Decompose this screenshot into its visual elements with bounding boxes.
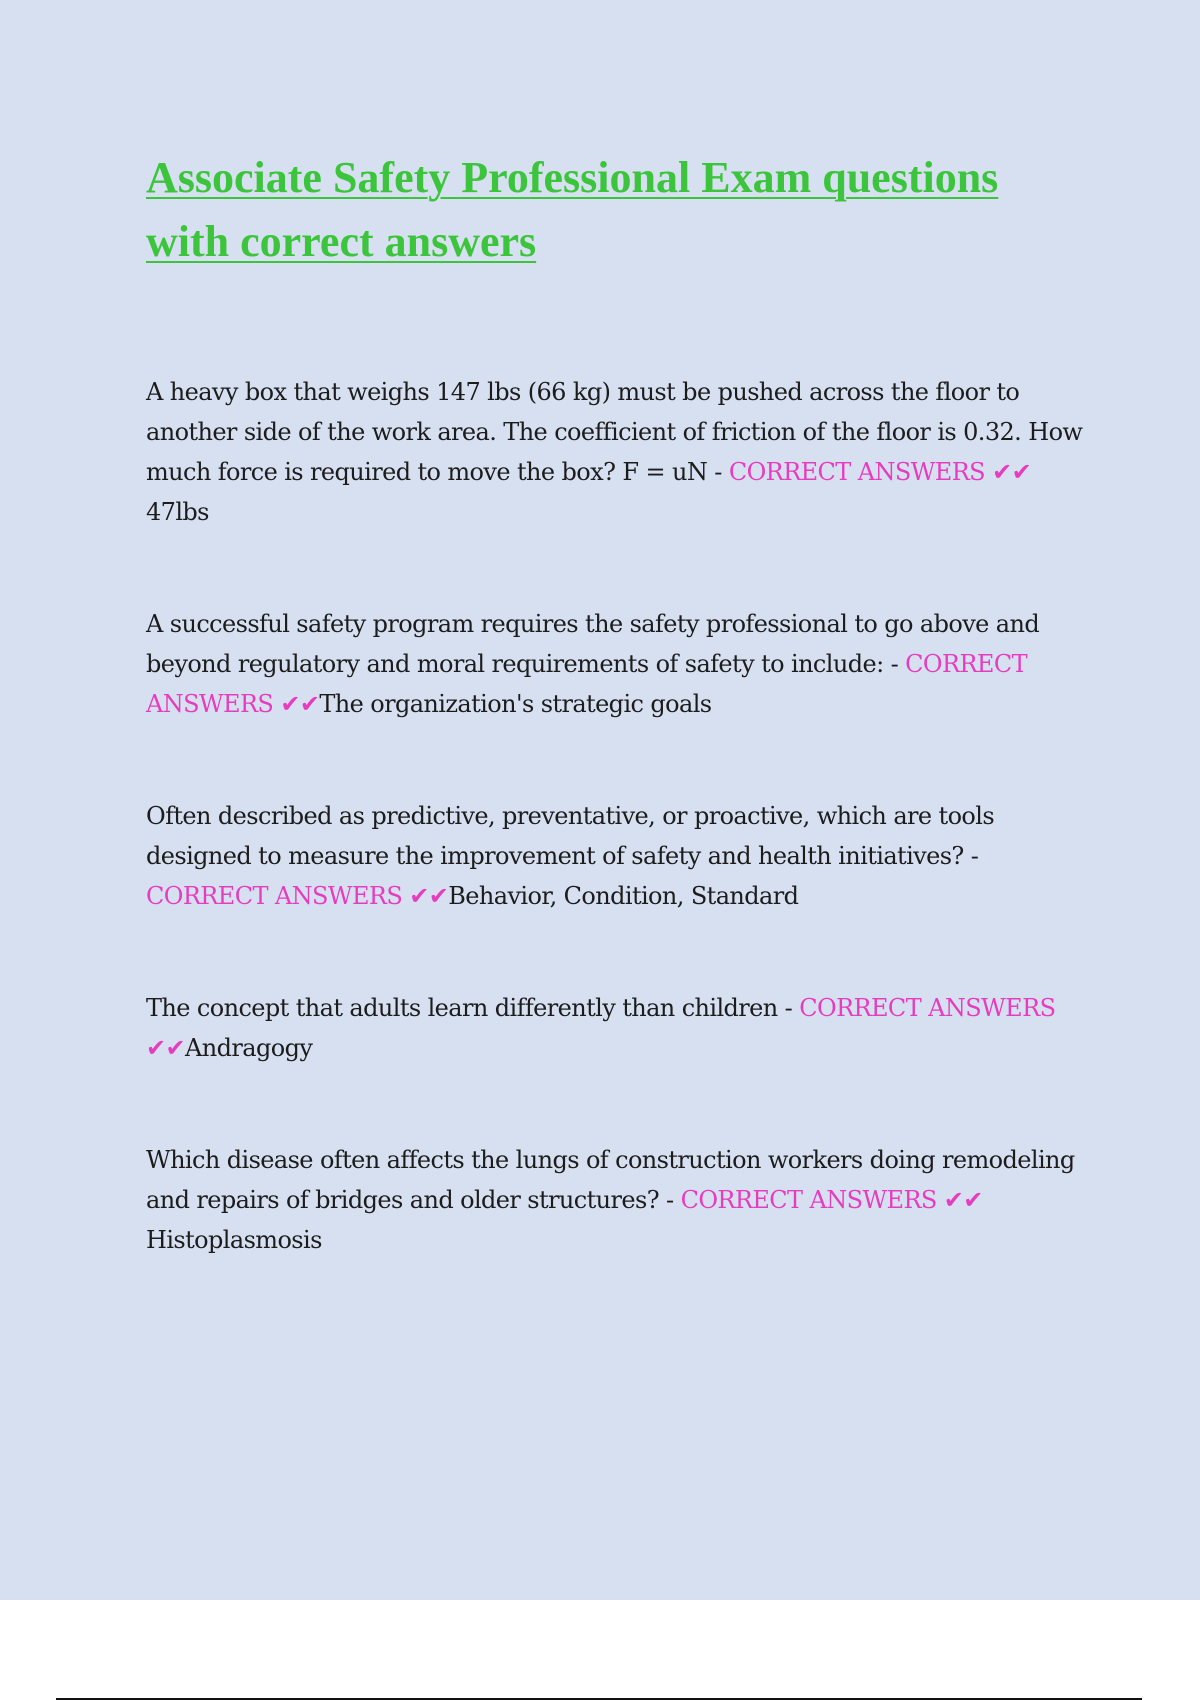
- double-check-icon: ✔✔: [280, 690, 320, 718]
- question-text: The concept that adults learn differently than children: [146, 994, 778, 1022]
- question-item: Often described as predictive, preventative, or proactive, which are tools designed to measure the improvement of safety and health initiatives? - CORRECT ANSWERS ✔✔Behavior, Condition, Standard: [146, 796, 1086, 916]
- answer-text: The organization's strategic goals: [319, 690, 712, 718]
- document-body: [146, 146, 1086, 1332]
- correct-answers-label: CORRECT ANSWERS: [146, 882, 403, 910]
- double-check-icon: ✔✔: [943, 1186, 983, 1214]
- page-title: Associate Safety Professional Exam questions with correct answers: [146, 153, 999, 266]
- question-item: A heavy box that weighs 147 lbs (66 kg) must be pushed across the floor to another side of the work area. The coefficient of friction of the floor is 0.32. How much force is required to move the box? F = uN - CORRECT ANSWERS ✔✔47lbs: [146, 378, 1083, 526]
- question-text: Often described as predictive, preventative, or proactive, which are tools designed to measure the improvement of safety and health initiatives?: [146, 802, 995, 870]
- question-list: [146, 372, 1086, 1260]
- answer-text: 47lbs: [146, 498, 209, 526]
- correct-answers-label: CORRECT ANSWERS: [799, 994, 1056, 1022]
- question-item: Which disease often affects the lungs of construction workers doing remodeling and repairs of bridges and older structures? - CORRECT ANSWERS ✔✔Histoplasmosis: [146, 1146, 1075, 1254]
- question-text: Which disease often affects the lungs of construction workers doing remodeling and repairs of bridges and older structures?: [146, 1146, 1075, 1214]
- double-check-icon: ✔✔: [992, 458, 1032, 486]
- correct-answers-label: CORRECT ANSWERS: [680, 1186, 937, 1214]
- question-text: A successful safety program requires the safety professional to go above and beyond regulatory and moral requirements of safety to include:: [146, 610, 1040, 678]
- double-check-icon: ✔✔: [146, 1034, 186, 1062]
- question-item: The concept that adults learn differently than children - CORRECT ANSWERS ✔✔Andragogy: [146, 988, 1086, 1068]
- question-text: A heavy box that weighs 147 lbs (66 kg) must be pushed across the floor to another side of the work area. The coefficient of friction of the floor is 0.32. How much force is required to move the box? F = uN: [146, 378, 1083, 486]
- answer-text: Histoplasmosis: [146, 1226, 322, 1254]
- question-item: A successful safety program requires the safety professional to go above and beyond regulatory and moral requirements of safety to include: - CORRECT ANSWERS ✔✔The organization's strategic goals: [146, 604, 1086, 724]
- correct-answers-label: CORRECT ANSWERS: [728, 458, 986, 486]
- answer-text: Behavior, Condition, Standard: [448, 882, 799, 910]
- double-check-icon: ✔✔: [409, 882, 449, 910]
- answer-text: Andragogy: [185, 1034, 313, 1062]
- correct-answers-label: CORRECT ANSWERS: [146, 650, 1028, 718]
